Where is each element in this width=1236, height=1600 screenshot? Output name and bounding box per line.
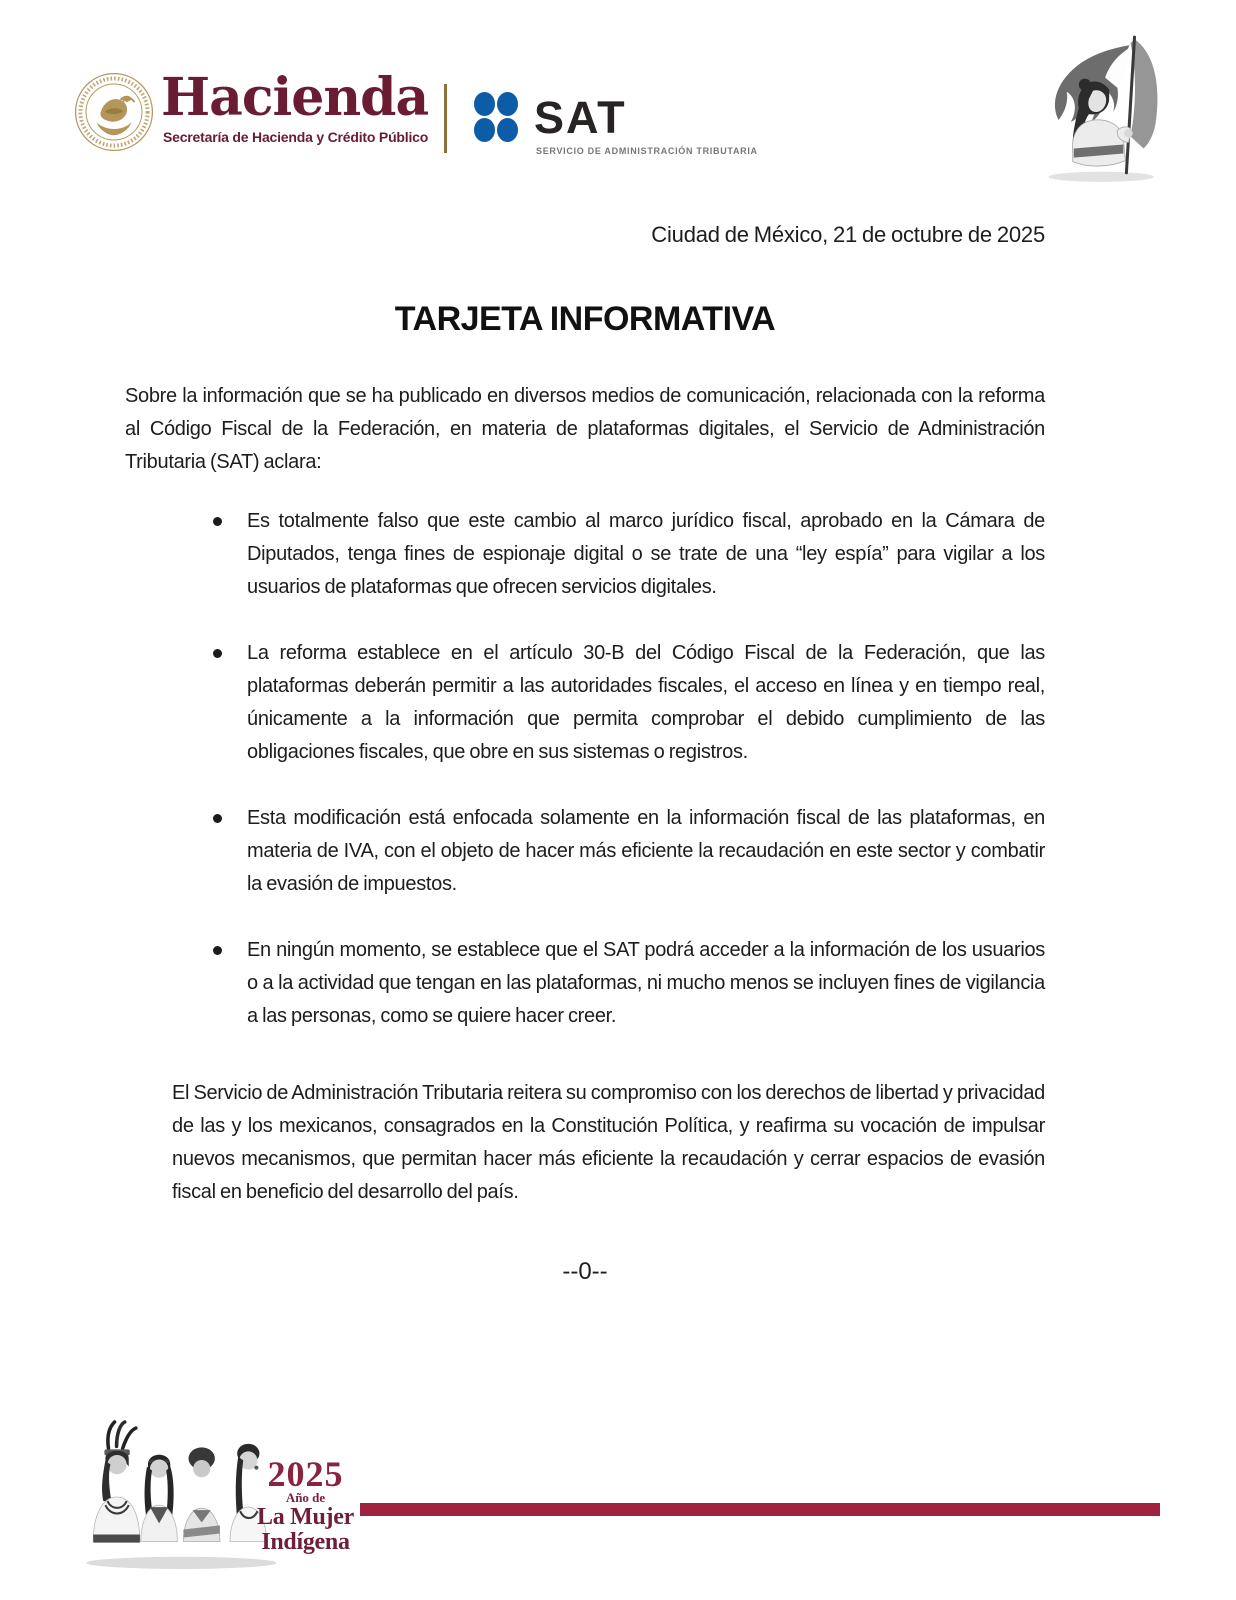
footer-year: 2025	[267, 1454, 344, 1494]
bullet-list	[125, 505, 1045, 1033]
document-body	[125, 218, 1045, 1288]
intro-paragraph: Sobre la información que se ha publicado en diversos medios de comunicación, relacionada con la reforma al Código Fiscal de la Federación, en materia de plataformas digitales, el Servicio de Administración Tributaria (SAT) aclara:	[125, 385, 1045, 473]
bullet-indent	[125, 505, 213, 604]
bullet-text: En ningún momento, se establece que el SAT podrá acceder a la información de los usuarios o a la actividad que tengan en las plataformas, ni mucho menos se incluyen fines de vigilancia a las personas, como se quiere hacer creer.	[247, 939, 1045, 1027]
bullet-item	[125, 802, 1045, 901]
woman-with-flag-illustration	[1012, 33, 1174, 185]
end-separator: --0--	[562, 1258, 608, 1285]
bullet-indent	[125, 637, 213, 769]
bullet-indent	[125, 802, 213, 901]
dateline: Ciudad de México, 21 de octubre de 2025	[651, 222, 1045, 247]
bullet-dot-icon	[213, 946, 222, 955]
bullet-text: Esta modificación está enfocada solamente en la información fiscal de las plataformas, en materia de IVA, con el objeto de hacer más eficiente la recaudación en este sector y combatir la evasión de impuestos.	[247, 807, 1045, 895]
bullet-dot-icon	[213, 649, 222, 658]
bullet-item	[125, 637, 1045, 769]
closing-paragraph: El Servicio de Administración Tributaria reitera su compromiso con los derechos de libertad y privacidad de las y los mexicanos, consagrados en la Constitución Política, y reafirma su vocación de impulsar nuevos mecanismos, que permitan hacer más eficiente la recaudación y cerrar espacios de evasión fiscal en beneficio del desarrollo del país.	[172, 1082, 1046, 1203]
bullet-dot-icon	[213, 517, 222, 526]
bullet-dot-icon	[213, 814, 222, 823]
hacienda-wordmark: Hacienda	[161, 67, 429, 128]
footer-campaign-block	[243, 1454, 368, 1555]
footer-campaign-prefix: Año de	[285, 1490, 326, 1505]
sat-logo-icon	[473, 91, 519, 143]
footer-accent-bar	[360, 1503, 1160, 1516]
mexican-eagle-seal-icon	[74, 72, 154, 152]
bullet-item	[125, 934, 1045, 1033]
bullet-text: Es totalmente falso que este cambio al marco jurídico fiscal, aprobado en la Cámara de Diputados, tenga fines de espionaje digital o se trate de una “ley espía” para vigilar a los usuarios de plataformas que ofrecen servicios digitales.	[247, 510, 1045, 598]
footer-campaign-line3: Indígena	[261, 1529, 350, 1555]
hacienda-subtitle: Secretaría de Hacienda y Crédito Público	[163, 129, 429, 145]
sat-wordmark: SAT	[534, 92, 627, 143]
sat-subtitle: SERVICIO DE ADMINISTRACIÓN TRIBUTARIA	[536, 146, 758, 156]
bullet-indent	[125, 934, 213, 1033]
logo-divider	[444, 84, 447, 153]
document-title: TARJETA INFORMATIVA	[394, 300, 776, 338]
bullet-text: La reforma establece en el artículo 30-B del Código Fiscal de la Federación, que las plataformas deberán permitir a las autoridades fiscales, el acceso en línea y en tiempo real, únicamente a la información que permita comprobar el debido cumplimiento de las obligaciones fiscales, que obre en sus sistemas o registros.	[247, 642, 1045, 763]
footer-campaign-line2: La Mujer	[257, 1504, 354, 1530]
bullet-item	[125, 505, 1045, 604]
